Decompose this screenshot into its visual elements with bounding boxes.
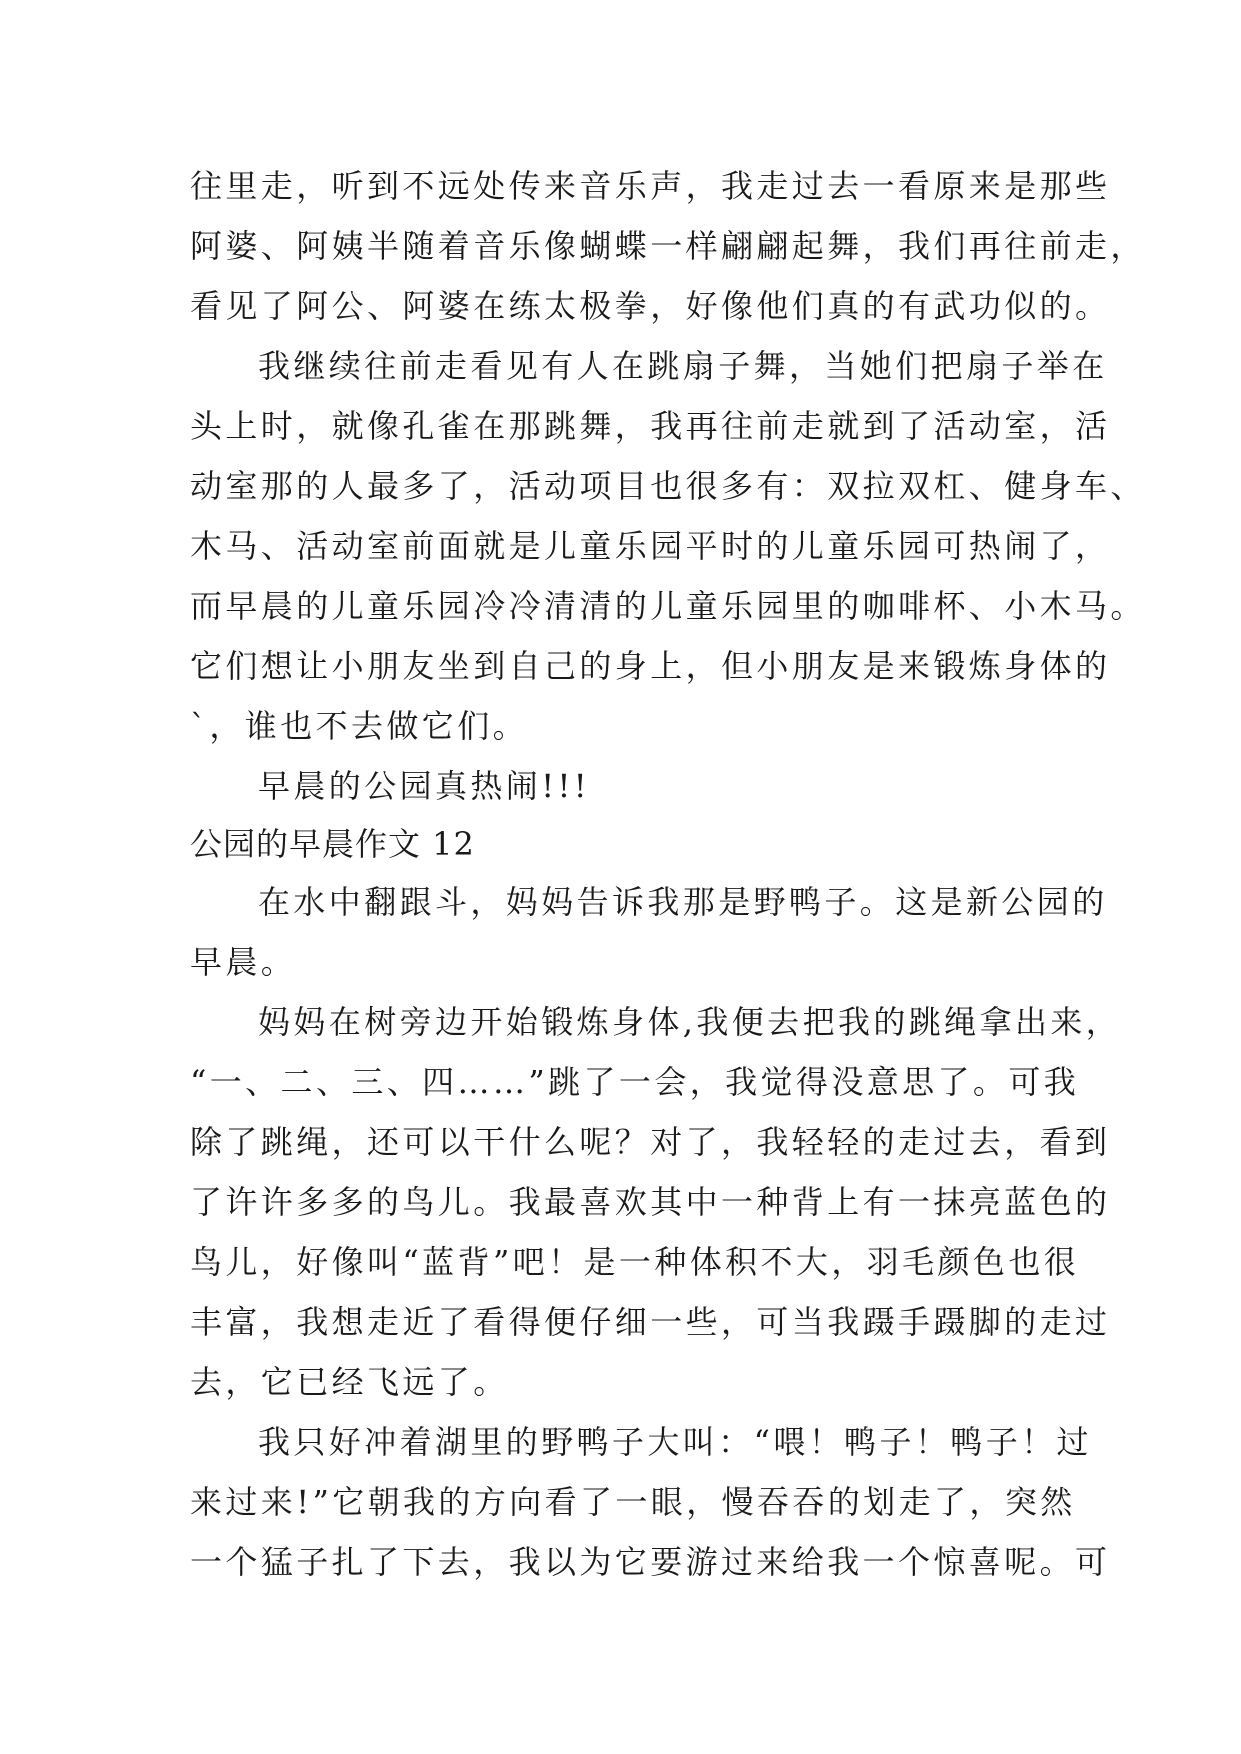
text-line: 我继续往前走看见有人在跳扇子舞，当她们把扇子举在 bbox=[258, 347, 1108, 385]
paragraph-1 bbox=[190, 156, 1146, 336]
text-line: 而早晨的儿童乐园冷冷清清的儿童乐园里的咖啡杯、小木马。 bbox=[190, 587, 1146, 625]
text-line: 了许许多多的鸟儿。我最喜欢其中一种背上有一抹亮蓝色的 bbox=[190, 1183, 1111, 1221]
text-line: 动室那的人最多了，活动项目也很多有：双拉双杠、健身车、 bbox=[190, 467, 1146, 505]
paragraph-3 bbox=[190, 756, 1050, 816]
text-line: 妈妈在树旁边开始锻炼身体,我便去把我的跳绳拿出来， bbox=[258, 1003, 1122, 1041]
document-page bbox=[190, 156, 1146, 1592]
text-line: 它们想让小朋友坐到自己的身上，但小朋友是来锻炼身体的 bbox=[190, 647, 1111, 685]
text-line: `，谁也不去做它们。 bbox=[190, 707, 529, 745]
paragraph-5 bbox=[190, 992, 1122, 1412]
text-line: 阿婆、阿姨半随着音乐像蝴蝶一样翩翩起舞，我们再往前走， bbox=[190, 227, 1146, 265]
paragraph-2 bbox=[190, 336, 1146, 756]
paragraph-6 bbox=[190, 1412, 1111, 1592]
text-line: 来过来!”它朝我的方向看了一眼，慢吞吞的划走了，突然 bbox=[190, 1483, 1076, 1521]
text-line: 木马、活动室前面就是儿童乐园平时的儿童乐园可热闹了， bbox=[190, 527, 1111, 565]
text-line: 丰富，我想走近了看得便仔细一些，可当我蹑手蹑脚的走过 bbox=[190, 1303, 1111, 1341]
section-heading: 公园的早晨作文 12 bbox=[190, 825, 475, 863]
text-line: 早晨的公园真热闹!!! bbox=[258, 767, 590, 805]
text-line: 我只好冲着湖里的野鸭子大叫：“喂！鸭子！鸭子！过 bbox=[258, 1423, 1092, 1461]
text-line: 在水中翻跟斗，妈妈告诉我那是野鸭子。这是新公园的 bbox=[258, 883, 1108, 921]
text-line: 头上时，就像孔雀在那跳舞，我再往前走就到了活动室，活 bbox=[190, 407, 1111, 445]
text-line: 去，它已经飞远了。 bbox=[190, 1363, 509, 1401]
text-line: 一个猛子扎了下去，我以为它要游过来给我一个惊喜呢。可 bbox=[190, 1543, 1111, 1581]
text-line: 看见了阿公、阿婆在练太极拳，好像他们真的有武功似的。 bbox=[190, 287, 1111, 325]
text-line: 早晨。 bbox=[190, 943, 297, 981]
text-line: 除了跳绳，还可以干什么呢？对了，我轻轻的走过去，看到 bbox=[190, 1123, 1111, 1161]
paragraph-4 bbox=[190, 872, 1108, 992]
text-line: “一、二、三、四……”跳了一会，我觉得没意思了。可我 bbox=[190, 1063, 1080, 1101]
text-line: 鸟儿，好像叫“蓝背”吧！是一种体积不大，羽毛颜色也很 bbox=[190, 1243, 1080, 1281]
text-line: 往里走，听到不远处传来音乐声，我走过去一看原来是那些 bbox=[190, 167, 1111, 205]
